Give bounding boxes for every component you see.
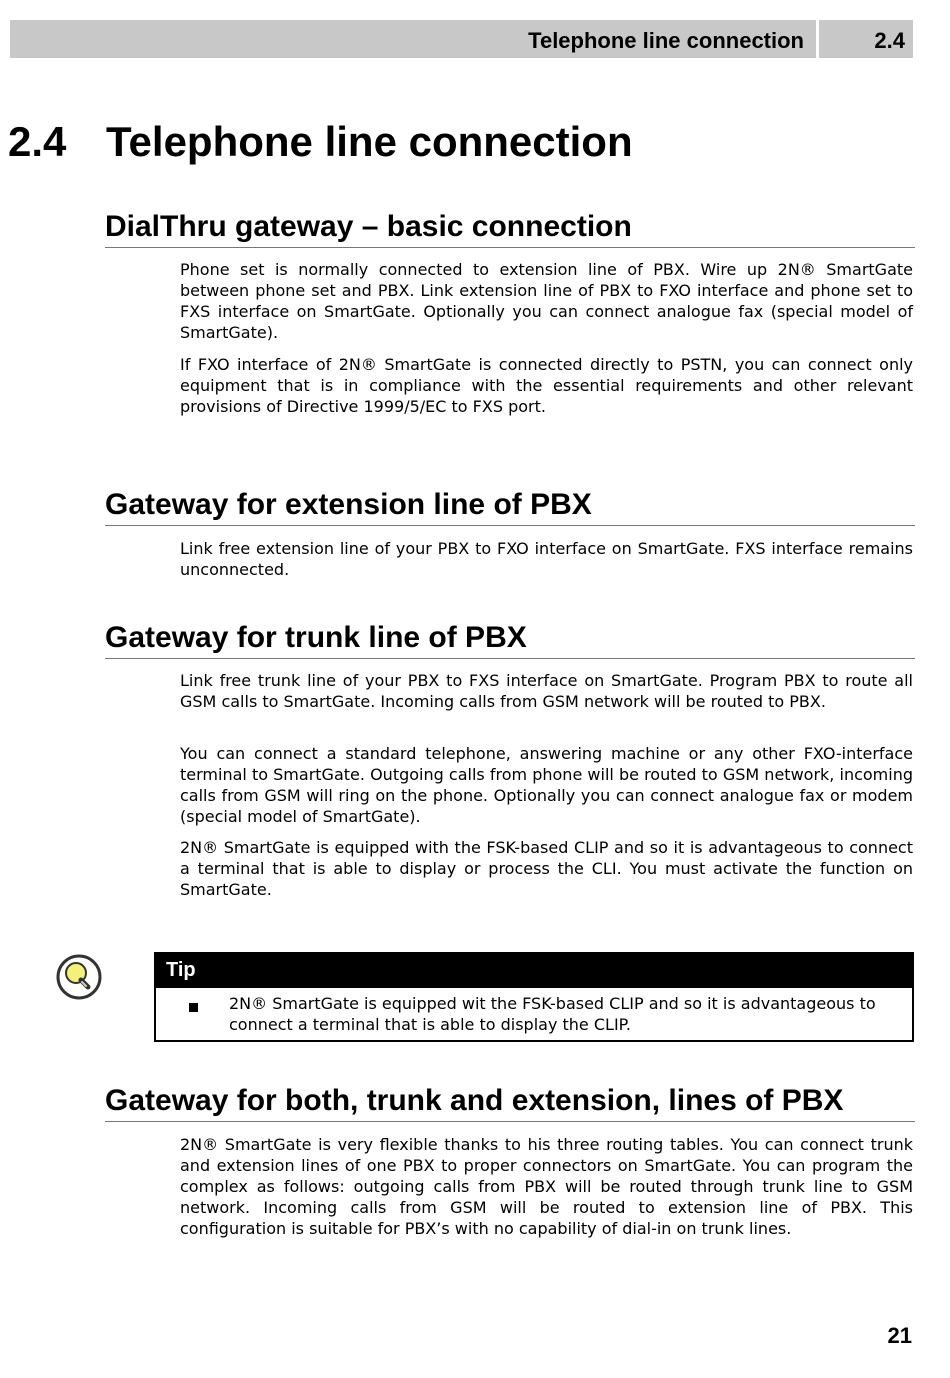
paragraph: Phone set is normally connected to extension line of PBX. Wire up 2N® SmartGate between phone set and PBX. Link extension line of PBX to FXO interface and phone set to FXS interface on SmartGate. Optionally you can connect analogue fax (special model of SmartGate). xyxy=(180,260,913,342)
paragraph: You can connect a standard telephone, answering machine or any other FXO-interface terminal to SmartGate. Outgoing calls from phone will be routed to GSM network, incoming calls from GSM will ring on the phone. Optionally you can connect analogue fax or modem (special model of SmartGate). xyxy=(180,744,913,826)
running-header-section: 2.4 xyxy=(819,20,913,58)
page-number: 21 xyxy=(887,1323,912,1348)
tip-item-text: 2N® SmartGate is equipped wit the FSK-based CLIP and so it is advantageous to connect a terminal that is able to display the CLIP. xyxy=(229,994,876,1034)
chapter-number: 2.4 xyxy=(8,118,67,165)
section-heading: Gateway for both, trunk and extension, lines of PBX xyxy=(105,1083,915,1122)
chapter-title: Telephone line connection xyxy=(106,118,633,165)
section-heading: DialThru gateway – basic connection xyxy=(105,209,915,248)
running-header-title: Telephone line connection xyxy=(10,20,816,58)
paragraph: 2N® SmartGate is equipped with the FSK-based CLIP and so it is advantageous to connect a terminal that is able to display or process the CLI. You must activate the function on SmartGate. xyxy=(180,838,913,899)
bullet-square-icon xyxy=(189,1003,198,1012)
tip-item xyxy=(156,988,912,1042)
paragraph: Link free extension line of your PBX to FXO interface on SmartGate. FXS interface remains unconnected. xyxy=(180,539,913,579)
chapter-heading xyxy=(8,118,633,166)
tip-label: Tip xyxy=(156,954,912,988)
paragraph: 2N® SmartGate is very flexible thanks to his three routing tables. You can connect trunk and extension lines of one PBX to proper connectors on SmartGate. You can program the complex as follows: outgoing calls from PBX will be routed through trunk line to GSM network. Incoming calls from GSM will be routed to extension line of PBX. This configuration is suitable for PBX’s with no capability of dial-in on trunk lines. xyxy=(180,1135,913,1238)
paragraph: If FXO interface of 2N® SmartGate is connected directly to PSTN, you can connect only equipment that is in compliance with the essential requirements and other relevant provisions of Directive 1999/5/EC to FXS port. xyxy=(180,355,913,416)
lightbulb-icon xyxy=(55,953,103,1001)
paragraph: Link free trunk line of your PBX to FXS interface on SmartGate. Program PBX to route all GSM calls to SmartGate. Incoming calls from GSM network will be routed to PBX. xyxy=(180,671,913,711)
running-header xyxy=(10,20,913,58)
section-heading: Gateway for trunk line of PBX xyxy=(105,620,915,659)
section-heading: Gateway for extension line of PBX xyxy=(105,487,915,526)
tip-box xyxy=(154,952,914,1042)
